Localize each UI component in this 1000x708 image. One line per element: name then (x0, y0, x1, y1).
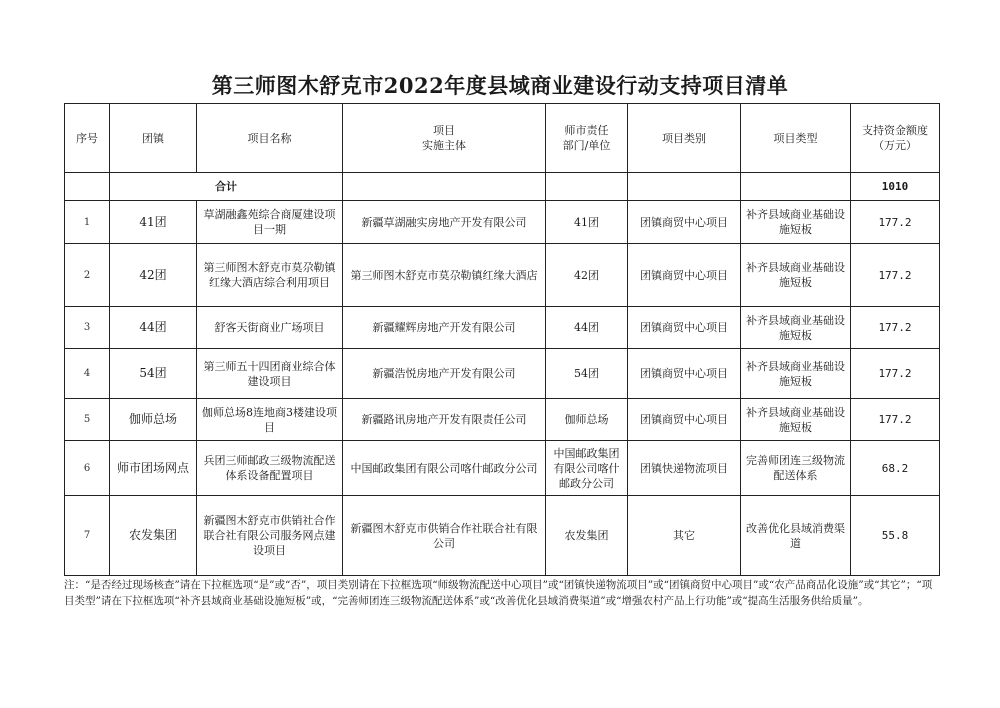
row-category: 团镇商贸中心项目 (628, 307, 741, 349)
row-category: 团镇商贸中心项目 (628, 244, 741, 307)
row-entity: 第三师图木舒克市莫尕勒镇红缘大酒店 (343, 244, 546, 307)
total-row (65, 173, 940, 201)
header-no: 序号 (65, 104, 110, 173)
row-entity: 新疆耀辉房地产开发有限公司 (343, 307, 546, 349)
row-entity: 新疆草湖融实房地产开发有限公司 (343, 201, 546, 244)
header-amount (851, 104, 940, 173)
table-row (65, 349, 940, 399)
table-row (65, 201, 940, 244)
row-dept: 44团 (546, 307, 628, 349)
total-empty (628, 173, 741, 201)
header-entity (343, 104, 546, 173)
total-empty (546, 173, 628, 201)
row-project-name: 舒客天街商业广场项目 (197, 307, 343, 349)
row-town: 师市团场网点 (110, 441, 197, 496)
row-entity: 新疆图木舒克市供销合作社联合社有限公司 (343, 496, 546, 576)
row-town: 41团 (110, 201, 197, 244)
row-amount: 177.2 (851, 244, 940, 307)
total-amount: 1010 (851, 173, 940, 201)
table-row (65, 441, 940, 496)
table-row (65, 399, 940, 441)
row-no: 5 (65, 399, 110, 441)
row-project-name: 新疆图木舒克市供销社合作联合社有限公司服务网点建设项目 (197, 496, 343, 576)
header-type: 项目类型 (741, 104, 851, 173)
row-town: 54团 (110, 349, 197, 399)
row-town: 42团 (110, 244, 197, 307)
row-dept: 伽师总场 (546, 399, 628, 441)
row-project-name: 兵团三师邮政三级物流配送体系设备配置项目 (197, 441, 343, 496)
row-dept: 41团 (546, 201, 628, 244)
row-no: 3 (65, 307, 110, 349)
header-entity-line2: 实施主体 (422, 139, 466, 152)
row-type: 补齐县域商业基础设施短板 (741, 399, 851, 441)
row-no: 1 (65, 201, 110, 244)
row-type: 完善师团连三级物流配送体系 (741, 441, 851, 496)
row-type: 补齐县域商业基础设施短板 (741, 349, 851, 399)
row-dept: 54团 (546, 349, 628, 399)
header-dept (546, 104, 628, 173)
header-town: 团镇 (110, 104, 197, 173)
row-no: 2 (65, 244, 110, 307)
row-amount: 177.2 (851, 307, 940, 349)
project-table (64, 103, 940, 576)
footnote: 注：“是否经过现场核查”请在下拉框选项“是”或“否”，项目类别请在下拉框选项“师级物流配送中心项目”或“团镇快递物流项目”或“团镇商贸中心项目”或“农产品商品化设施”或“其它”；“项目类型”请在下拉框选项“补齐县域商业基础设施短板”或，“完善师团连三级物流配送体系”或“改善优化县域消费渠道”或“增强农村产品上行功能”或“提高生活服务供给质量”。 (64, 579, 933, 607)
row-dept: 农发集团 (546, 496, 628, 576)
header-amount-line2: （万元） (873, 139, 917, 152)
row-project-name: 第三师图木舒克市莫尕勒镇红缘大酒店综合利用项目 (197, 244, 343, 307)
row-no: 6 (65, 441, 110, 496)
row-town: 伽师总场 (110, 399, 197, 441)
row-project-name: 草湖融鑫苑综合商厦建设项目一期 (197, 201, 343, 244)
row-project-name: 第三师五十四团商业综合体建设项目 (197, 349, 343, 399)
header-amount-line1: 支持资金额度 (862, 124, 928, 137)
row-amount: 177.2 (851, 399, 940, 441)
row-entity: 新疆浩悦房地产开发有限公司 (343, 349, 546, 399)
row-category: 团镇快递物流项目 (628, 441, 741, 496)
row-category: 团镇商贸中心项目 (628, 349, 741, 399)
row-dept: 中国邮政集团有限公司喀什邮政分公司 (546, 441, 628, 496)
row-no: 4 (65, 349, 110, 399)
total-label: 合计 (110, 173, 343, 201)
total-empty-no (65, 173, 110, 201)
row-type: 改善优化县域消费渠道 (741, 496, 851, 576)
row-type: 补齐县域商业基础设施短板 (741, 307, 851, 349)
table-header-row (65, 104, 940, 173)
row-amount: 55.8 (851, 496, 940, 576)
table-row (65, 496, 940, 576)
row-project-name: 伽师总场8连地商3楼建设项目 (197, 399, 343, 441)
row-town: 农发集团 (110, 496, 197, 576)
table-row (65, 244, 940, 307)
row-town: 44团 (110, 307, 197, 349)
page-title: 第三师图木舒克市2022年度县域商业建设行动支持项目清单 (211, 73, 789, 98)
row-amount: 177.2 (851, 201, 940, 244)
header-dept-line1: 师市责任 (564, 124, 609, 137)
row-amount: 68.2 (851, 441, 940, 496)
table-row (65, 307, 940, 349)
row-entity: 中国邮政集团有限公司喀什邮政分公司 (343, 441, 546, 496)
row-no: 7 (65, 496, 110, 576)
row-type: 补齐县域商业基础设施短板 (741, 244, 851, 307)
header-name: 项目名称 (197, 104, 343, 173)
row-category: 团镇商贸中心项目 (628, 399, 741, 441)
row-category: 其它 (628, 496, 741, 576)
row-type: 补齐县域商业基础设施短板 (741, 201, 851, 244)
row-category: 团镇商贸中心项目 (628, 201, 741, 244)
total-empty (343, 173, 546, 201)
row-entity: 新疆路讯房地产开发有限责任公司 (343, 399, 546, 441)
row-dept: 42团 (546, 244, 628, 307)
header-entity-line1: 项目 (433, 124, 455, 137)
row-amount: 177.2 (851, 349, 940, 399)
header-dept-line2: 部门/单位 (562, 139, 611, 152)
total-empty (741, 173, 851, 201)
header-category: 项目类别 (628, 104, 741, 173)
